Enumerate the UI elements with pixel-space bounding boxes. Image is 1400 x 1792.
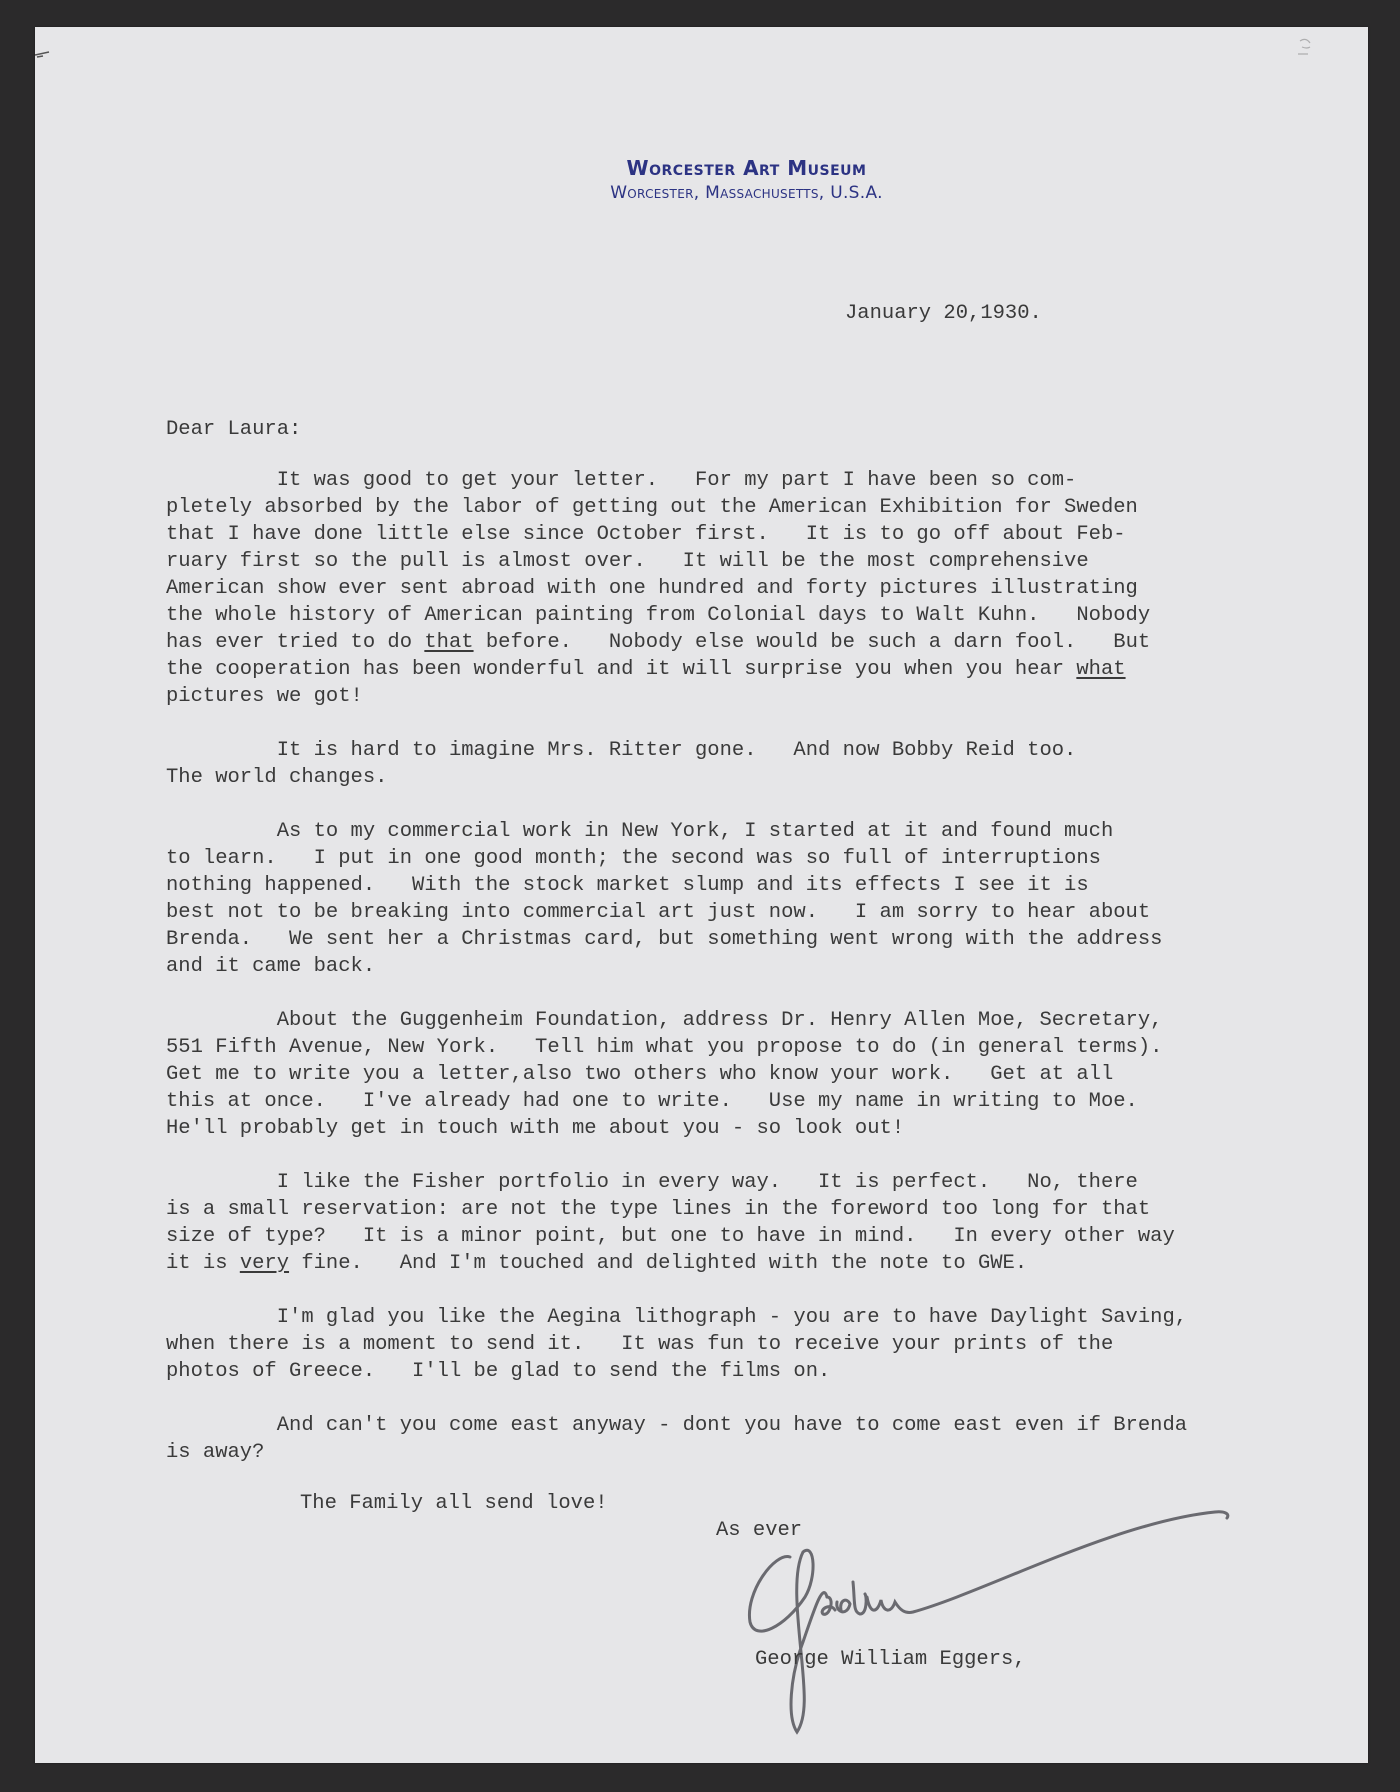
text-line: to learn. I put in one good month; the second was so full of interruptions bbox=[166, 847, 1101, 870]
text-line: is away? bbox=[166, 1441, 265, 1464]
text-line: has ever tried to do that before. Nobody else would be such a darn fool. But bbox=[166, 631, 1151, 654]
text-line: photos of Greece. I'll be glad to send the films on. bbox=[166, 1360, 831, 1383]
paragraph bbox=[166, 467, 1187, 710]
family-closing: The Family all send love! bbox=[300, 1492, 608, 1515]
text-line: it is very fine. And I'm touched and delighted with the note to GWE. bbox=[166, 1252, 1028, 1275]
text-line: pletely absorbed by the labor of getting out the American Exhibition for Sweden bbox=[166, 496, 1138, 519]
text-line: the cooperation has been wonderful and it will surprise you when you hear what bbox=[166, 658, 1126, 681]
signer-name: George William Eggers, bbox=[755, 1648, 1026, 1671]
paragraph bbox=[166, 1007, 1187, 1142]
text-line: American show ever sent abroad with one hundred and forty pictures illustrating bbox=[166, 577, 1138, 600]
letter-page bbox=[35, 27, 1368, 1763]
pencil-annotation-icon bbox=[1280, 27, 1320, 67]
text-line: It was good to get your letter. For my part I have been so com- bbox=[166, 469, 1077, 492]
text-line: that I have done little else since October first. It is to go off about Feb- bbox=[166, 523, 1126, 546]
text-line: As to my commercial work in New York, I started at it and found much bbox=[166, 820, 1114, 843]
complimentary-close: As ever bbox=[716, 1519, 803, 1542]
underlined-word: very bbox=[239, 1252, 290, 1275]
letter-body bbox=[166, 467, 1187, 1493]
text-line: this at once. I've already had one to write. Use my name in writing to Moe. bbox=[166, 1090, 1138, 1113]
text-line: when there is a moment to send it. It was fun to receive your prints of the bbox=[166, 1333, 1114, 1356]
text-line: best not to be breaking into commercial art just now. I am sorry to hear about bbox=[166, 901, 1151, 924]
paragraph bbox=[166, 737, 1187, 791]
text-line: I like the Fisher portfolio in every way. It is perfect. No, there bbox=[166, 1171, 1138, 1194]
text-line: nothing happened. With the stock market slump and its effects I see it is bbox=[166, 874, 1089, 897]
museum-location: Worcester, Massachusetts, U.S.A. bbox=[610, 183, 883, 203]
text-line: About the Guggenheim Foundation, address Dr. Henry Allen Moe, Secretary, bbox=[166, 1009, 1163, 1032]
letter-date: January 20,1930. bbox=[845, 302, 1042, 325]
text-line: and it came back. bbox=[166, 955, 376, 978]
text-line: And can't you come east anyway - dont you have to come east even if Brenda bbox=[166, 1414, 1188, 1437]
text-line: pictures we got! bbox=[166, 685, 363, 708]
text-line: is a small reservation: are not the type lines in the foreword too long for that bbox=[166, 1198, 1151, 1221]
text-line: I'm glad you like the Aegina lithograph - you are to have Daylight Saving, bbox=[166, 1306, 1188, 1329]
text-line: ruary first so the pull is almost over. It will be the most comprehensive bbox=[166, 550, 1089, 573]
text-line: size of type? It is a minor point, but one to have in mind. In every other way bbox=[166, 1225, 1175, 1248]
museum-name: Worcester Art Museum bbox=[626, 156, 867, 180]
signature-icon bbox=[735, 1502, 1295, 1742]
paragraph bbox=[166, 1412, 1187, 1466]
paragraph bbox=[166, 1304, 1187, 1385]
letterhead bbox=[35, 155, 1368, 205]
text-line: the whole history of American painting from Colonial days to Walt Kuhn. Nobody bbox=[166, 604, 1151, 627]
text-line: Get me to write you a letter,also two others who know your work. Get at all bbox=[166, 1063, 1114, 1086]
underlined-word: what bbox=[1076, 658, 1126, 681]
salutation: Dear Laura: bbox=[166, 418, 302, 441]
paragraph bbox=[166, 818, 1187, 980]
ink-mark-icon bbox=[35, 49, 55, 61]
text-line: Brenda. We sent her a Christmas card, but something went wrong with the address bbox=[166, 928, 1163, 951]
text-line: He'll probably get in touch with me about you - so look out! bbox=[166, 1117, 905, 1140]
text-line: It is hard to imagine Mrs. Ritter gone. And now Bobby Reid too. bbox=[166, 739, 1077, 762]
paragraph bbox=[166, 1169, 1187, 1277]
text-line: The world changes. bbox=[166, 766, 388, 789]
text-line: 551 Fifth Avenue, New York. Tell him what you propose to do (in general terms). bbox=[166, 1036, 1163, 1059]
underlined-word: that bbox=[424, 631, 474, 654]
